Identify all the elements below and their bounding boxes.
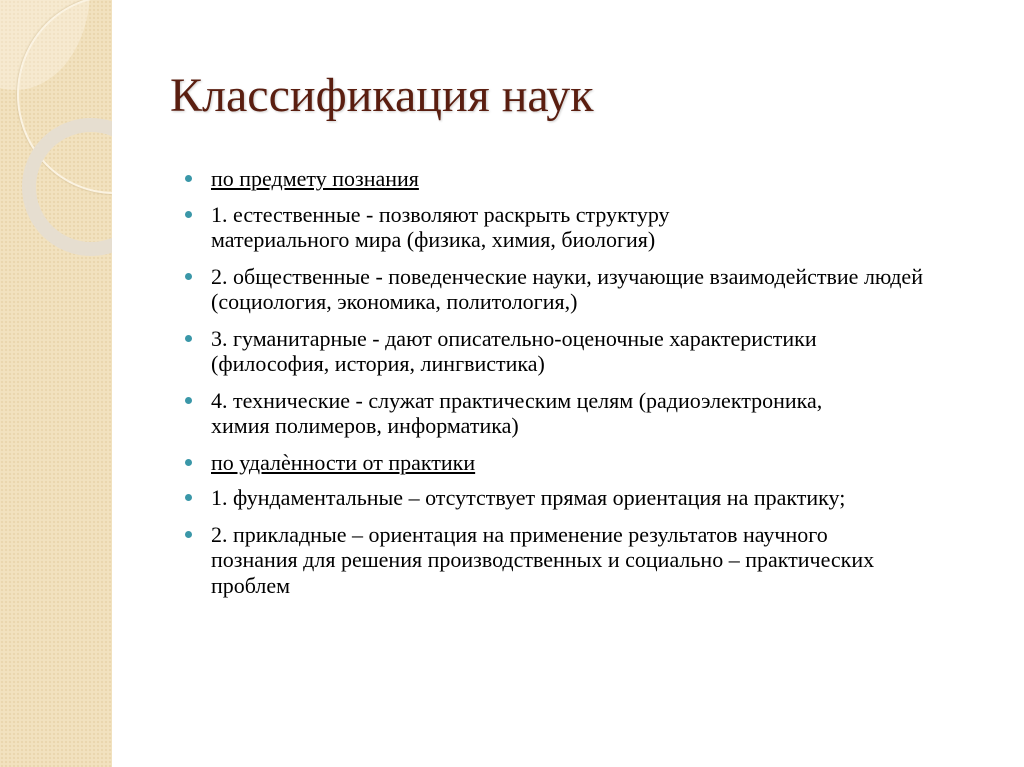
list-item: 1. фундаментальные – отсутствует прямая ориентация на практику; xyxy=(185,485,931,511)
list-item: 3. гуманитарные - дают описательно-оценочные характеристики (философия, история, лингвистика) xyxy=(185,326,851,377)
bullet-icon xyxy=(185,397,192,404)
list-item: 2. прикладные – ориентация на применение результатов научного познания для решения производственных и социально – практических проблем xyxy=(185,522,911,599)
decorative-side-panel xyxy=(0,0,112,767)
bullet-icon xyxy=(185,175,192,182)
list-item: 4. технические - служат практическим целям (радиоэлектроника, химия полимеров, информатика) xyxy=(185,388,831,439)
bullet-icon xyxy=(185,273,192,280)
bullet-icon xyxy=(185,335,192,342)
list-item: 2. общественные - поведенческие науки, изучающие взаимодействие людей (социология, экономика, политология,) xyxy=(185,264,991,315)
bullet-icon xyxy=(185,494,192,501)
slide-title: Классификация наук xyxy=(170,69,594,122)
bullet-icon xyxy=(185,459,192,466)
bullet-list xyxy=(185,166,985,609)
list-item: по удалѐнности от практики xyxy=(185,450,985,476)
list-item: по предмету познания xyxy=(185,166,985,192)
bullet-icon xyxy=(185,531,192,538)
bullet-icon xyxy=(185,211,192,218)
list-item: 1. естественные - позволяют раскрыть структуру материального мира (физика, химия, биология) xyxy=(185,202,811,253)
